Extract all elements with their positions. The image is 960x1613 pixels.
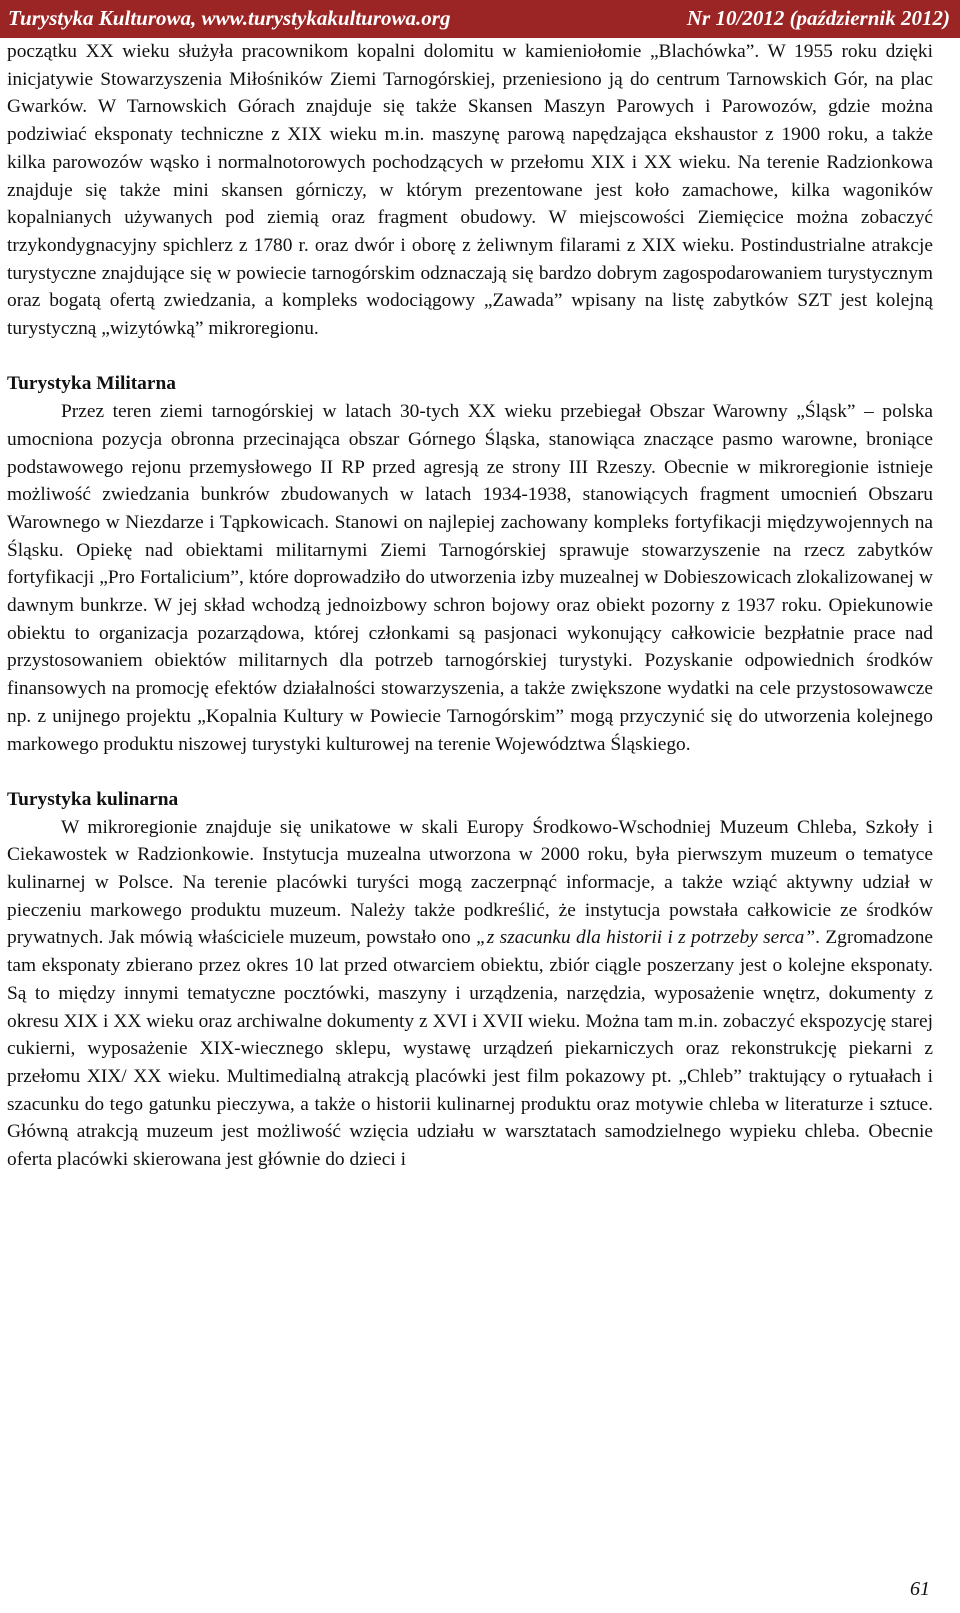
- section-title-kulinarna: Turystyka kulinarna: [7, 788, 179, 810]
- kulinarna-text-before: W mikroregionie znajduje się unikatowe w skali Europy Środkowo-Wschodniej Muzeum Chleba, Szkoły i Ciekawostek w Radzionkowie. Instytucja muzealna utworzona w 2000 roku, była pierwszym muzeum o tematyce kulinarnej w Polsce. Na terenie placówki turyści mogą zaczerpnąć informacje, a także wziąć aktywny udział w pieczeniu markowego produktu muzeum. Należy także podkreślić, że instytucja powstała całkowicie ze środków prywatnych. Jak mówią właściciele muzeum, powstało ono: [7, 816, 933, 949]
- kulinarna-quote: „z szacunku dla historii i z potrzeby serca”: [476, 927, 816, 949]
- page-number: 61: [910, 1578, 930, 1600]
- paragraph-kulinarna: [7, 814, 933, 1174]
- issue-number: Nr 10/2012 (październik 2012): [686, 6, 950, 30]
- journal-title: Turystyka Kulturowa, www.turystykakulturowa.org: [8, 6, 451, 30]
- running-header: [0, 0, 960, 38]
- kulinarna-text-after: . Zgromadzone tam eksponaty zbierano przez okres 10 lat przed otwarciem obiektu, zbiór ciągle poszerzany jest o kolejne eksponaty. Są to między innymi tematyczne pocztówki, maszyny i urządzenia, narzędzia, wyposażenie wnętrz, dokumenty z okresu XIX i XX wieku oraz archiwalne dokumenty z XVI i XVII wieku. Można tam m.in. zobaczyć ekspozycję starej cukierni, wyposażenie XIX-wiecznego sklepu, wystawę urządzeń piekarniczych oraz rekonstrukcję piekarni z przełomu XIX/ XX wieku. Multimedialną atrakcją placówki jest film pokazowy pt. „Chleb” traktujący o rytuałach i szacunku do tego gatunku pieczywa, a także o historii kulinarnej produktu oraz motywie chleba w literaturze i sztuce. Główną atrakcją muzeum jest możliwość wzięcia udziału w warsztatach samodzielnego wypieku chleba. Obecnie oferta placówki skierowana jest głównie do dzieci i: [7, 927, 934, 1171]
- section-spacer: [7, 758, 933, 786]
- section-spacer: [7, 343, 933, 371]
- paragraph-intro: początku XX wieku służyła pracownikom kopalni dolomitu w kamieniołomie „Blachówka”. W 1955 roku dzięki inicjatywie Stowarzyszenia Miłośników Ziemi Tarnogórskiej, przeniesiono ją do centrum Tarnowskich Gór, na plac Gwarków. W Tarnowskich Górach znajduje się także Skansen Maszyn Parowych i Parowozów, gdzie można podziwiać eksponaty techniczne z XIX wieku m.in. maszynę parową napędzająca ekshaustor z 1900 roku, a także kilka parowozów wąsko i normalnotorowych pochodzących w przełomu XIX i XX wieku. Na terenie Radzionkowa znajduje się także mini skansen górniczy, w którym prezentowane jest koło zamachowe, kilka wagoników kopalnianych używanych pod ziemią oraz fragment obudowy. W miejscowości Ziemięcice można zobaczyć trzykondygnacyjny spichlerz z 1780 r. oraz dwór i oborę z żeliwnym filarami z XIX wieku. Postindustrialne atrakcje turystyczne znajdujące się w powiecie tarnogórskim odznaczają się bardzo dobrym zagospodarowaniem turystycznym oraz bogatą ofertą zwiedzania, a kompleks wodociągowy „Zawada” wpisany na listę zabytków SZT jest kolejną turystyczną „wizytówką” mikroregionu.: [7, 41, 933, 340]
- section-title-militarna: Turystyka Militarna: [7, 373, 176, 395]
- article-body: [7, 38, 933, 1174]
- paragraph-militarna: Przez teren ziemi tarnogórskiej w latach 30-tych XX wieku przebiegał Obszar Warowny „Śląsk” – polska umocniona pozycja obronna przecinająca obszar Górnego Śląska, stanowiąca znaczące pasmo warowne, broniące podstawowego rejonu przemysłowego II RP przed agresją ze strony III Rzeszy. Obecnie w mikroregionie istnieje możliwość zwiedzania bunkrów zbudowanych w latach 1934-1938, stanowiących fragment umocnień Obszaru Warownego w Niezdarze i Tąpkowicach. Stanowi on najlepiej zachowany kompleks fortyfikacji międzywojennych na Śląsku. Opiekę nad obiektami militarnymi Ziemi Tarnogórskiej sprawuje stowarzyszenie na rzecz zabytków fortyfikacji „Pro Fortalicium”, które doprowadziło do utworzenia izby muzealnej w Dobieszowicach zlokalizowanej w dawnym bunkrze. W jej skład wchodzą jednoizbowy schron bojowy oraz obiekt pozorny z 1937 roku. Opiekunowie obiektu to organizacja pozarządowa, której członkami są pasjonaci wykonujący całkowicie bezpłatnie prace nad przystosowaniem obiektów militarnych dla potrzeb tarnogórskiej turystyki. Pozyskanie odpowiednich środków finansowych na promocję efektów działalności stowarzyszenia, a także zwiększone wydatki na cele przystosowawcze np. z unijnego projektu „Kopalnia Kultury w Powiecie Tarnogórskim” mogą przyczynić się do utworzenia kolejnego markowego produktu niszowej turystyki kulturowej na terenie Województwa Śląskiego.: [7, 401, 933, 755]
